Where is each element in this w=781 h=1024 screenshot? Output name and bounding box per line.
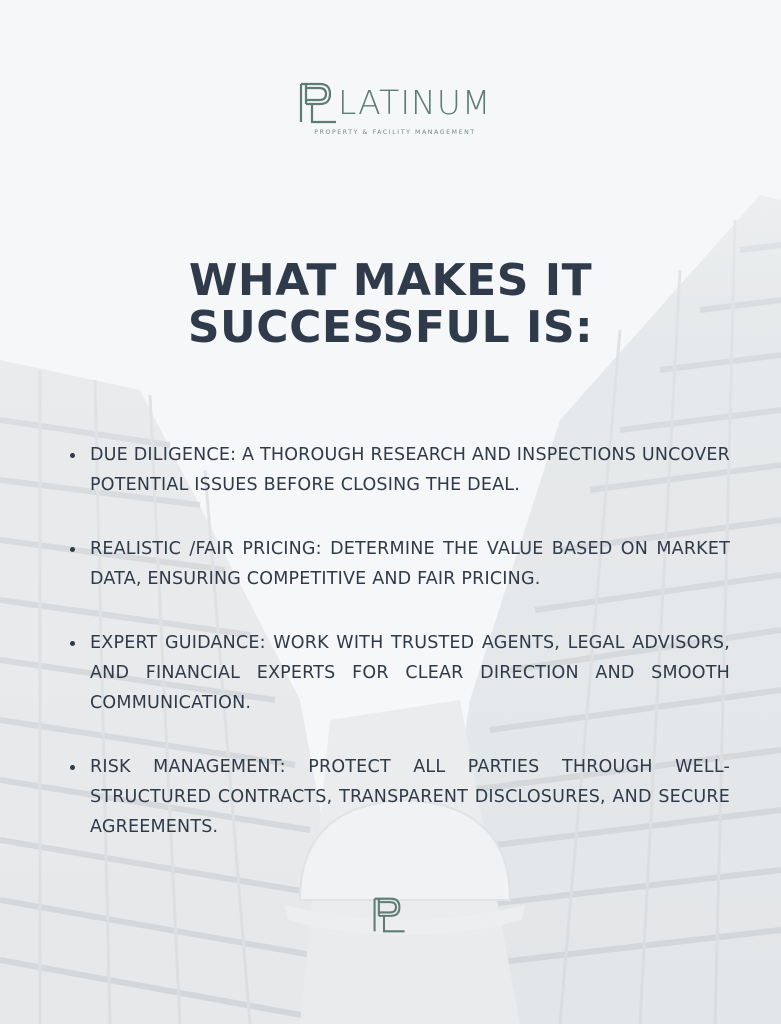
- bullet-dot-icon: [70, 765, 75, 770]
- success-factors-list: [70, 440, 730, 876]
- list-item-risk-management: [70, 752, 730, 842]
- brand-tagline: PROPERTY & FACILITY MANAGEMENT: [314, 129, 476, 136]
- brand-name: LATINUM: [338, 83, 492, 122]
- title-line-2: SUCCESSFUL IS:: [187, 302, 594, 354]
- list-item-text: DUE DILIGENCE: A THOROUGH RESEARCH AND INSPECTIONS UNCOVER POTENTIAL ISSUES BEFORE CLOSING THE DEAL.: [90, 445, 730, 495]
- bullet-dot-icon: [70, 641, 75, 646]
- bullet-dot-icon: [70, 547, 75, 552]
- list-item-text: EXPERT GUIDANCE: WORK WITH TRUSTED AGENTS, LEGAL ADVISORS, AND FINANCIAL EXPERTS FOR CLEAR DIRECTION AND SMOOTH COMMUNICATION.: [90, 633, 730, 713]
- list-item-expert-guidance: [70, 628, 730, 718]
- platinum-monogram-icon: [372, 896, 408, 934]
- bullet-dot-icon: [70, 453, 75, 458]
- title-line-1: WHAT MAKES IT: [188, 255, 593, 307]
- platinum-monogram-icon: [298, 82, 340, 124]
- list-item-due-diligence: [70, 440, 730, 500]
- page-title: [0, 255, 781, 354]
- brand-logo: [298, 82, 492, 142]
- list-item-text: REALISTIC /FAIR PRICING: DETERMINE THE VALUE BASED ON MARKET DATA, ENSURING COMPETITIVE AND FAIR PRICING.: [90, 539, 730, 589]
- list-item-fair-pricing: [70, 534, 730, 594]
- list-item-text: RISK MANAGEMENT: PROTECT ALL PARTIES THROUGH WELL-STRUCTURED CONTRACTS, TRANSPARENT DISCLOSURES, AND SECURE AGREEMENTS.: [90, 757, 730, 837]
